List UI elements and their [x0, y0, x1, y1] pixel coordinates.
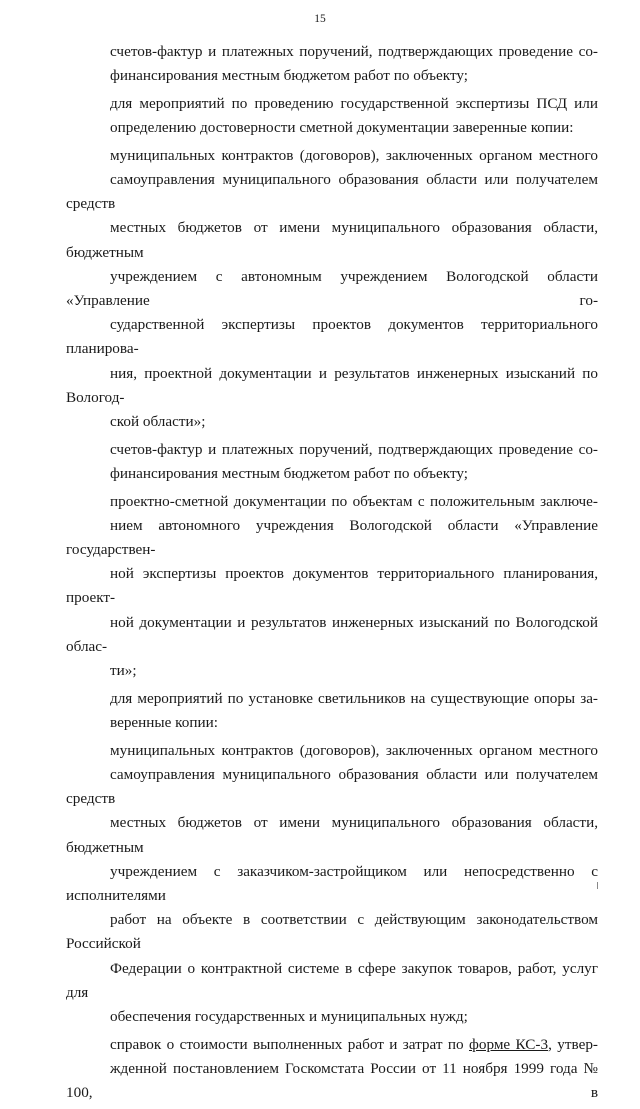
text-line: работ на объекте в соответствии с действующим законодательством Российской — [66, 911, 598, 953]
paragraph-municipal-contracts-2 — [66, 739, 598, 1029]
text-line: ной экспертизы проектов документов территориального планирования, проект- — [66, 565, 598, 607]
text-line: ния, проектной документации и результатов инженерных изысканий по Вологод- — [66, 364, 598, 406]
text-line: счетов-фактур и платежных поручений, подтверждающих проведение со- — [110, 440, 598, 458]
text-line: самоуправления муниципального образования области или получателем средств — [66, 765, 598, 808]
form-ks3-link[interactable]: форме КС-3 — [469, 1035, 549, 1053]
text-fragment: , утвер- — [548, 1035, 598, 1053]
text-line: ной документации и результатов инженерных изысканий по Вологодской облас- — [66, 613, 598, 655]
text-line: проектно-сметной документации по объектам с положительным заключе- — [110, 492, 598, 510]
text-line: самоуправления муниципального образования области или получателем средств — [66, 171, 598, 213]
scan-mark — [597, 882, 598, 889]
paragraph-invoices-1 — [66, 40, 598, 88]
text-line — [66, 1033, 598, 1057]
text-line: муниципальных контрактов (договоров), заключенных органом местного — [110, 741, 598, 759]
text-line: Федерации о контрактной системе в сфере закупок товаров, работ, услуг для — [66, 959, 598, 1001]
text-line: муниципальных контрактов (договоров), заключенных органом местного — [110, 146, 598, 164]
text-line: определению достоверности сметной документации заверенные копии: — [110, 119, 574, 137]
text-line: обеспечения государственных и муниципальных нужд; — [110, 1007, 468, 1025]
text-line: финансирования местным бюджетом работ по объекту; — [110, 464, 469, 482]
text-line: местных бюджетов от имени муниципального образования области, бюджетным — [66, 814, 598, 856]
text-line: учреждением с заказчиком-застройщиком или непосредственно с исполнителями — [66, 862, 598, 904]
text-line: нием автономного учреждения Вологодской области «Управление государствен- — [66, 516, 598, 559]
text-line: веренные копии: — [110, 713, 218, 731]
paragraph-street-lights — [66, 687, 598, 735]
text-line: ской области»; — [110, 413, 206, 431]
text-line: для мероприятий по установке светильников на существующие опоры за- — [110, 689, 598, 707]
text-line: ти»; — [110, 662, 137, 680]
paragraph-municipal-contracts-1 — [66, 144, 598, 434]
text-line: жденной постановлением Госкомстата России от 11 ноября 1999 года № 100, в — [66, 1059, 598, 1102]
text-line: учреждением с автономным учреждением Вологодской области «Управление го- — [66, 267, 598, 310]
text-line: для мероприятий по проведению государственной экспертизы ПСД или — [110, 94, 598, 112]
paragraph-design-documentation — [66, 490, 598, 684]
page-number: 15 — [314, 13, 326, 25]
text-line: местных бюджетов от имени муниципального образования области, бюджетным — [66, 219, 598, 261]
text-line: сударственной экспертизы проектов документов территориального планирова- — [66, 316, 598, 358]
text-line: счетов-фактур и платежных поручений, подтверждающих проведение со- — [110, 43, 598, 60]
text-line: финансирования местным бюджетом работ по объекту; — [110, 67, 469, 85]
paragraph-state-expertise — [66, 92, 598, 140]
document-body — [66, 40, 598, 1109]
text-fragment: справок о стоимости выполненных работ и затрат по — [110, 1035, 470, 1053]
paragraph-ks3-certificates — [66, 1033, 598, 1106]
paragraph-invoices-2 — [66, 438, 598, 486]
